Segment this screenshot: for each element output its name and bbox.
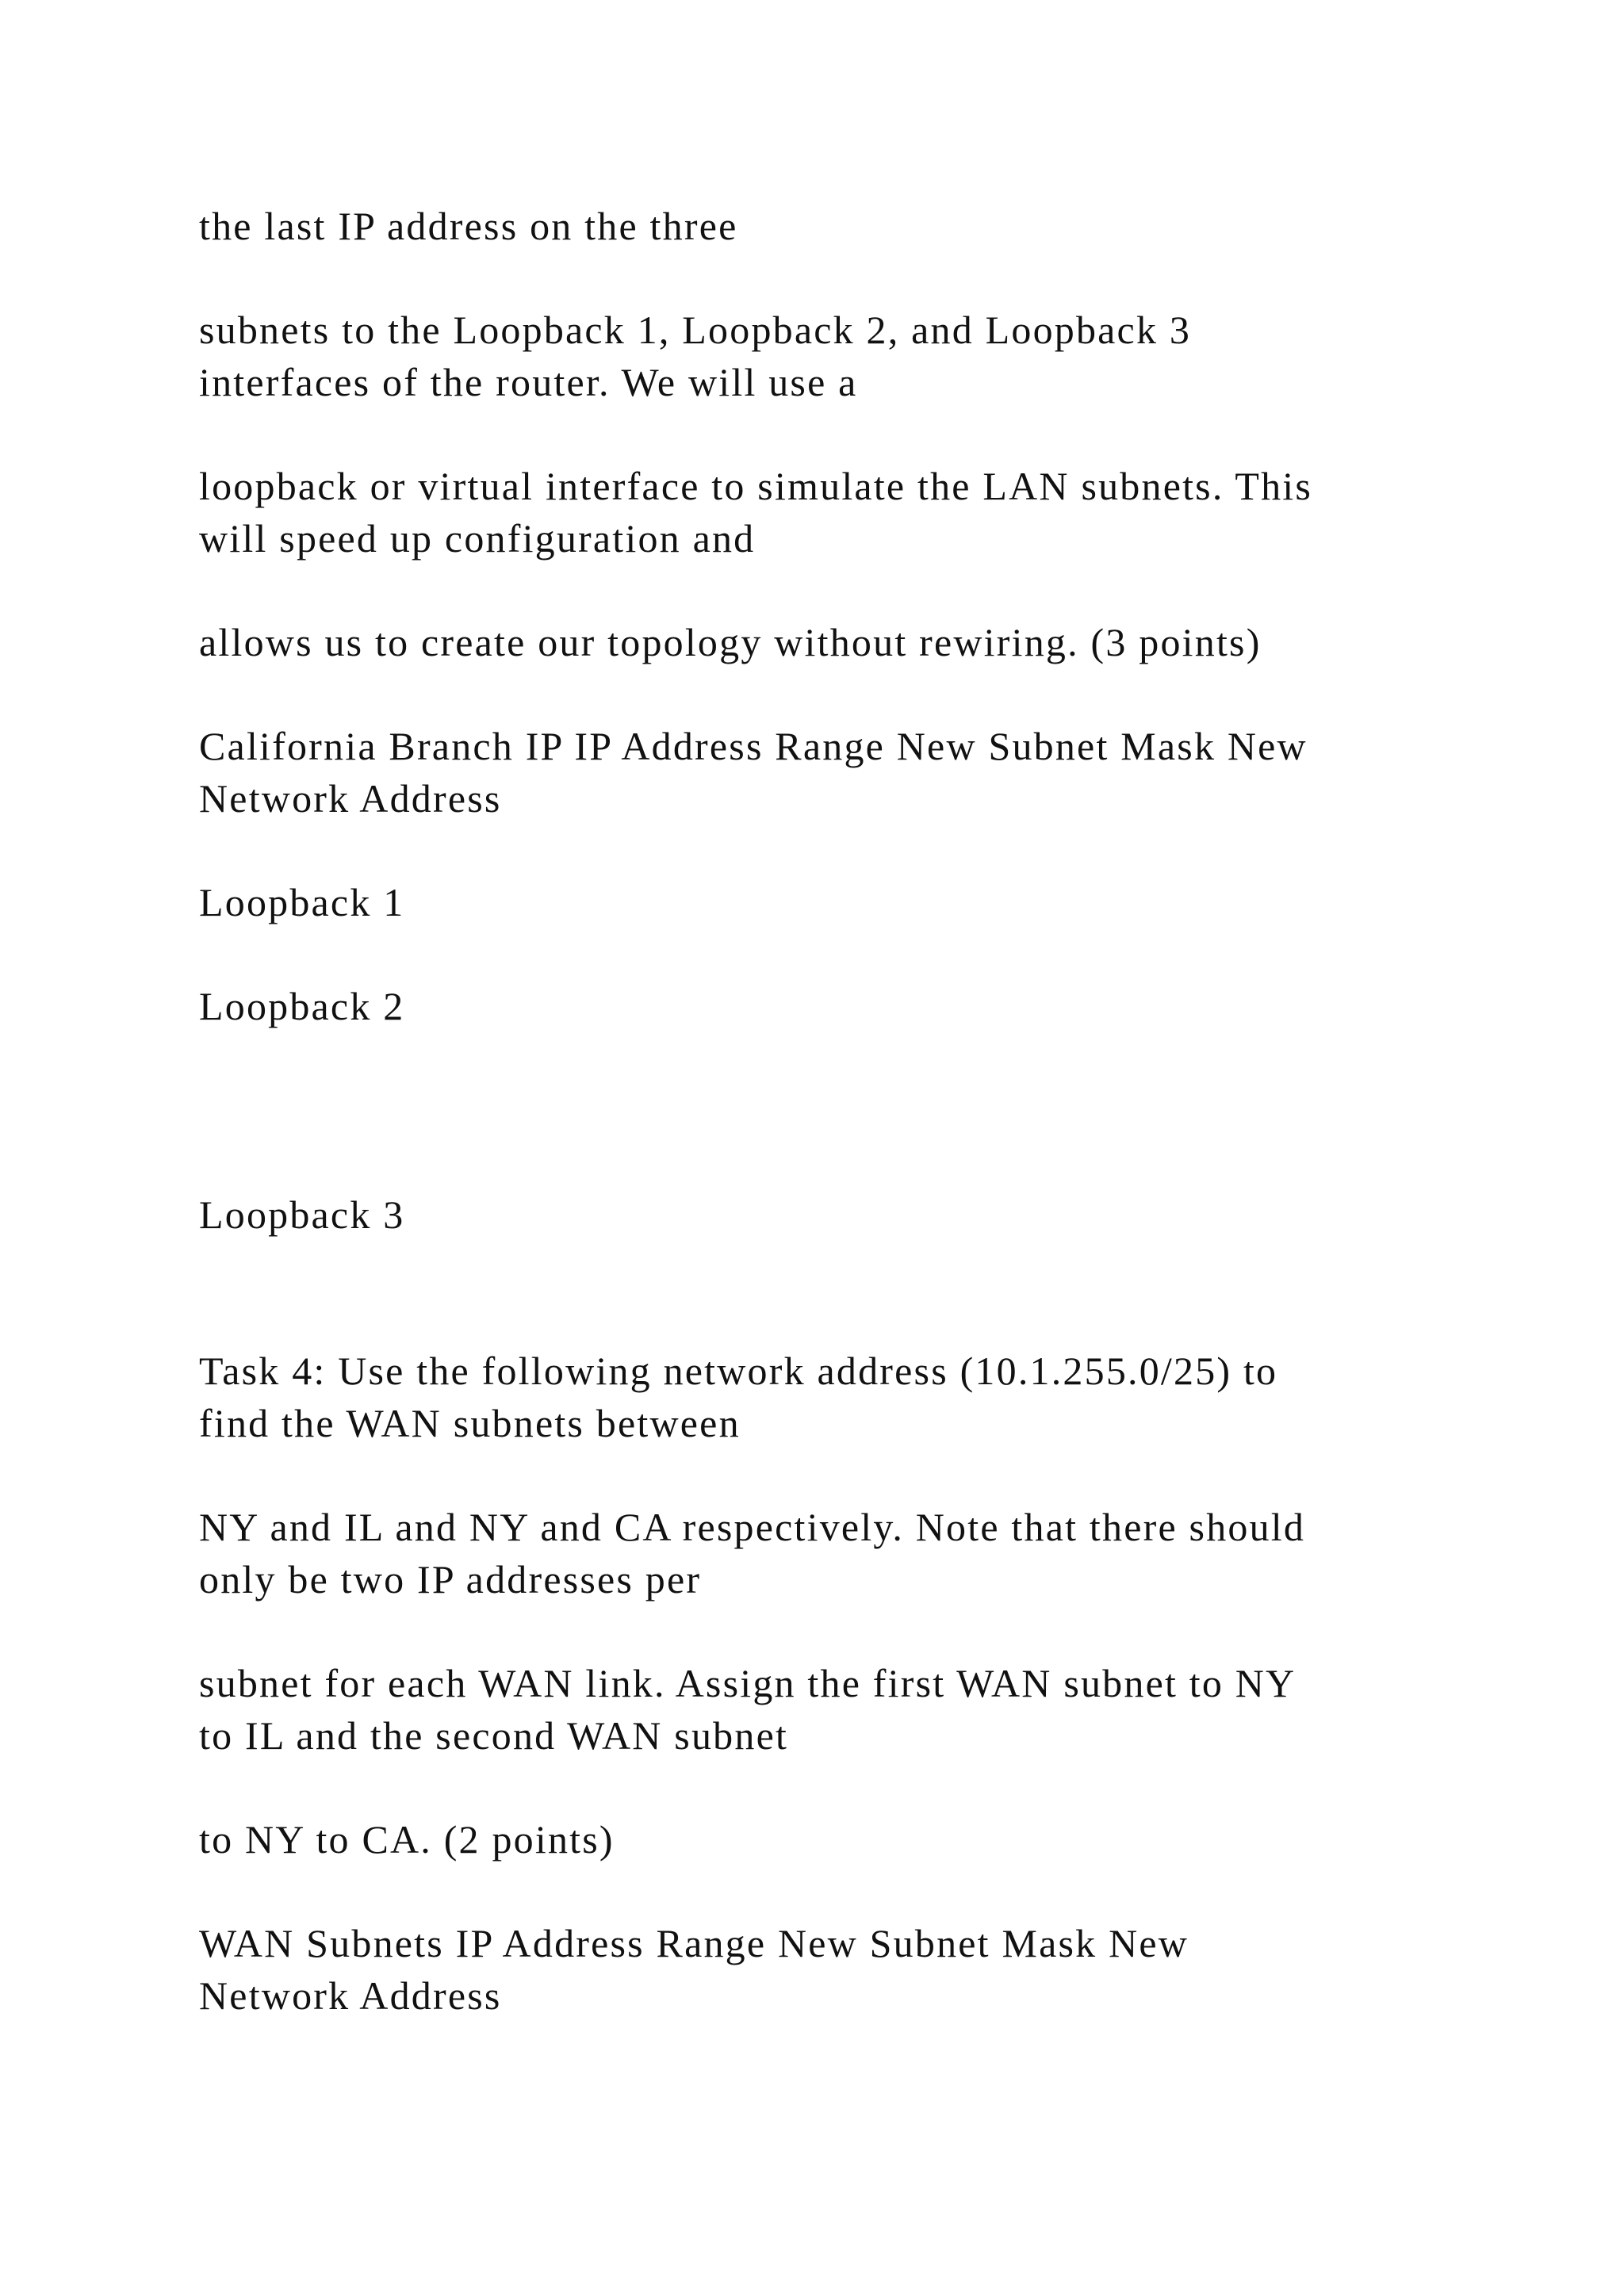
text-line: the last IP address on the three xyxy=(199,204,738,248)
paragraph-ny-il-ca xyxy=(199,1501,1468,1605)
text-line: subnets to the Loopback 1, Loopback 2, and Loopback 3 xyxy=(199,308,1192,352)
text-line: will speed up configuration and xyxy=(199,516,756,561)
row-label-loopback-1 xyxy=(199,876,1468,928)
table-header-california-branch xyxy=(199,720,1468,825)
paragraph-last-ip xyxy=(199,200,1468,252)
paragraph-task-4 xyxy=(199,1345,1468,1449)
text-line: allows us to create our topology without rewiring. (3 points) xyxy=(199,620,1262,664)
table-header-wan-subnets xyxy=(199,1917,1468,2022)
text-line: Loopback 2 xyxy=(199,984,405,1028)
text-line: find the WAN subnets between xyxy=(199,1401,741,1445)
text-line: to IL and the second WAN subnet xyxy=(199,1713,789,1758)
text-line: Network Address xyxy=(199,776,502,821)
text-line: Task 4: Use the following network address (10.1.255.0/25) to xyxy=(199,1349,1278,1393)
text-line: interfaces of the router. We will use a xyxy=(199,360,858,404)
text-line: Loopback 3 xyxy=(199,1192,405,1237)
text-line: loopback or virtual interface to simulate the LAN subnets. This xyxy=(199,464,1313,508)
text-line: NY and IL and NY and CA respectively. Note that there should xyxy=(199,1505,1306,1549)
text-line: WAN Subnets IP Address Range New Subnet Mask New xyxy=(199,1921,1189,1965)
text-line: only be two IP addresses per xyxy=(199,1557,702,1601)
row-label-loopback-3 xyxy=(199,1188,1468,1241)
paragraph-topology-points xyxy=(199,616,1468,668)
text-line: subnet for each WAN link. Assign the first WAN subnet to NY xyxy=(199,1661,1297,1705)
paragraph-loopback-interfaces xyxy=(199,304,1468,408)
paragraph-wan-link-assignment xyxy=(199,1657,1468,1762)
paragraph-ny-ca-points xyxy=(199,1813,1468,1866)
row-label-loopback-2 xyxy=(199,980,1468,1032)
text-line: California Branch IP IP Address Range New Subnet Mask New xyxy=(199,724,1308,768)
text-line: Network Address xyxy=(199,1973,502,2018)
text-line: to NY to CA. (2 points) xyxy=(199,1817,615,1862)
paragraph-virtual-interface xyxy=(199,460,1468,564)
text-line: Loopback 1 xyxy=(199,880,405,924)
